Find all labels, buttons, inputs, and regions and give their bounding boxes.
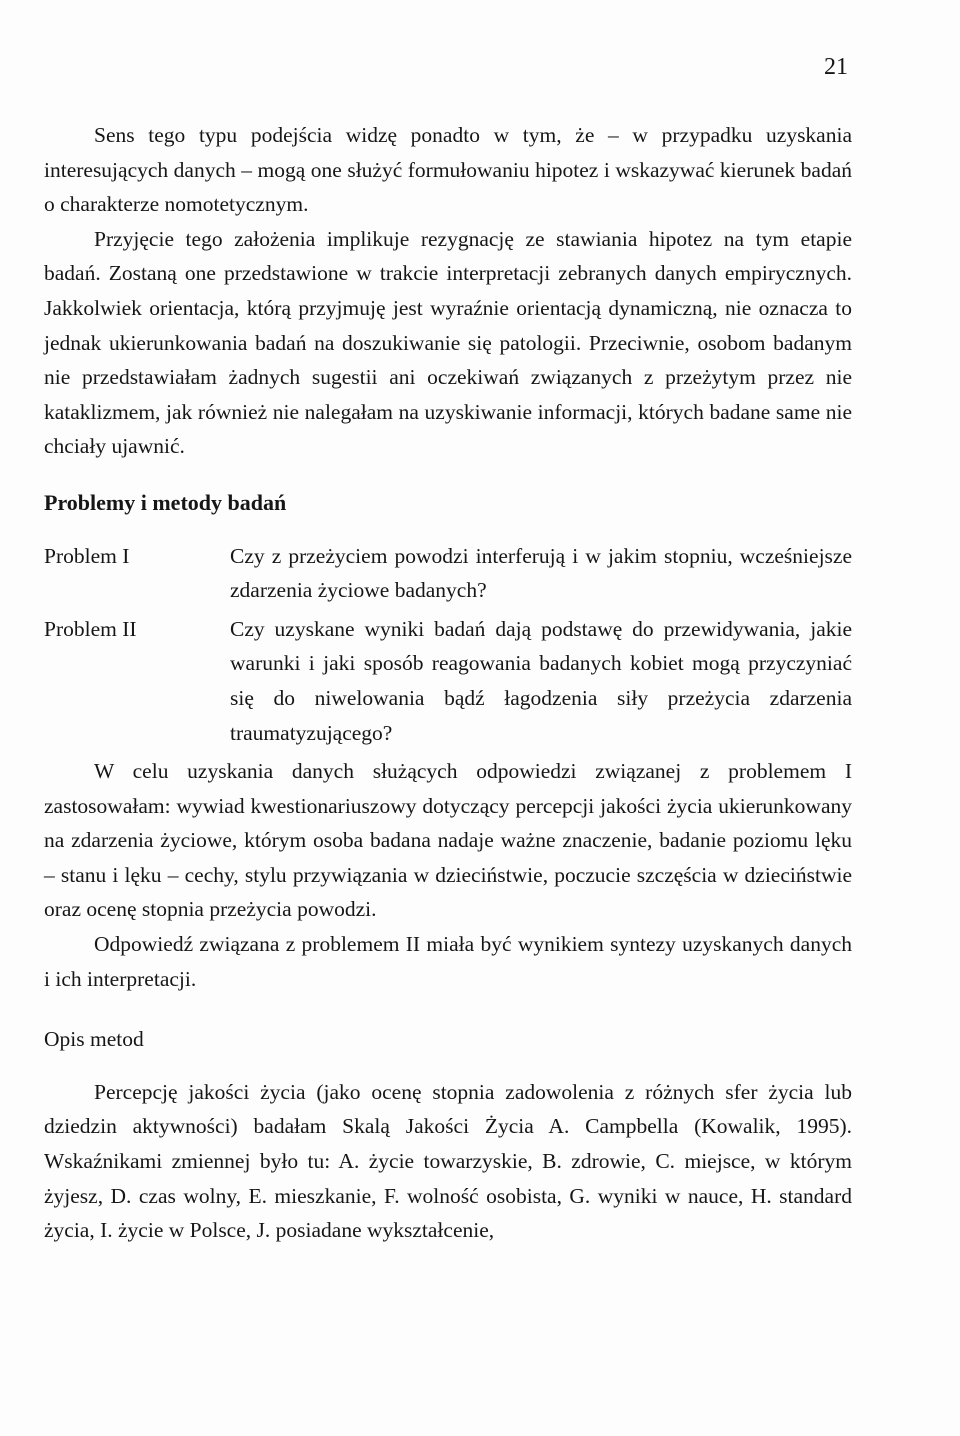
problem-question: Czy uzyskane wyniki badań dają podstawę do przewidywania, jakie warunki i jaki sposób reagowania badanych kobiet mogą przyczyniać się do niwelowania bądź łagodzenia siły przeżycia zdarzenia traumatyzującego?	[230, 616, 852, 745]
problem-label: Problem I	[44, 543, 130, 568]
paragraph-approach-sense: Sens tego typu podejścia widzę ponadto w tym, że – w przypadku uzyskania interesujących danych – mogą one służyć formułowaniu hipotez i wskazywać kierunek badań o charakterze nomotetycznym.	[44, 123, 852, 217]
paragraph-problem-one-methods: W celu uzyskania danych służących odpowiedzi związanej z problemem I zastosowałam: wywiad kwestionariuszowy dotyczący percepcji jakości życia ukierunkowany na zdarzenia życiowe, którym osoba badana nadaje ważne znaczenie, badanie poziomu lęku – stanu i lęku – cechy, stylu przywiązania w dzieciństwie, poczucie szczęścia w dzieciństwie oraz ocenę stopnia przeżycia powodzi.	[44, 759, 852, 922]
paragraph-quality-of-life: Percepcję jakości życia (jako ocenę stopnia zadowolenia z różnych sfer życia lub dziedzin aktywności) badałam Skalą Jakości Życia A. Campbella (Kowalik, 1995). Wskaźnikami zmiennej było tu: A. życie towarzyskie, B. zdrowie, C. miejsce, w którym żyjesz, D. czas wolny, E. mieszkanie, F. wolność osobista, G. wyniki w nauce, H. standard życia, I. życie w Polsce, J. posiadane wykształcenie,	[44, 1079, 852, 1243]
page-body	[44, 118, 852, 1248]
section-heading-problems-methods: Problemy i metody badań	[44, 489, 287, 515]
problem-item-2	[44, 612, 852, 750]
problem-item-1	[44, 539, 852, 608]
methods-description-heading: Opis metod	[44, 1027, 144, 1052]
page-number: 21	[824, 54, 848, 80]
paragraph-problem-two-synthesis: Odpowiedź związana z problemem II miała być wynikiem syntezy uzyskanych danych i ich interpretacji.	[44, 932, 852, 991]
problems-list	[44, 539, 852, 751]
problem-label: Problem II	[44, 616, 137, 641]
problem-question: Czy z przeżyciem powodzi interferują i w jakim stopniu, wcześniejsze zdarzenia życiowe badanych?	[230, 543, 852, 603]
paragraph-hypotheses-assumption: Przyjęcie tego założenia implikuje rezygnację ze stawiania hipotez na tym etapie badań. Zostaną one przedstawione w trakcie interpretacji zebranych danych empirycznych. Jakkolwiek orientacja, którą przyjmuję jest wyraźnie orientacją dynamiczną, nie oznacza to jednak ukierunkowania badań na doszukiwanie się patologii. Przeciwnie, osobom badanym nie przedstawiałam żadnych sugestii ani oczekiwań związanych z przeżytym przez nie kataklizmem, jak również nie nalegałam na uzyskiwanie informacji, których badane same nie chciały ujawnić.	[44, 226, 852, 459]
